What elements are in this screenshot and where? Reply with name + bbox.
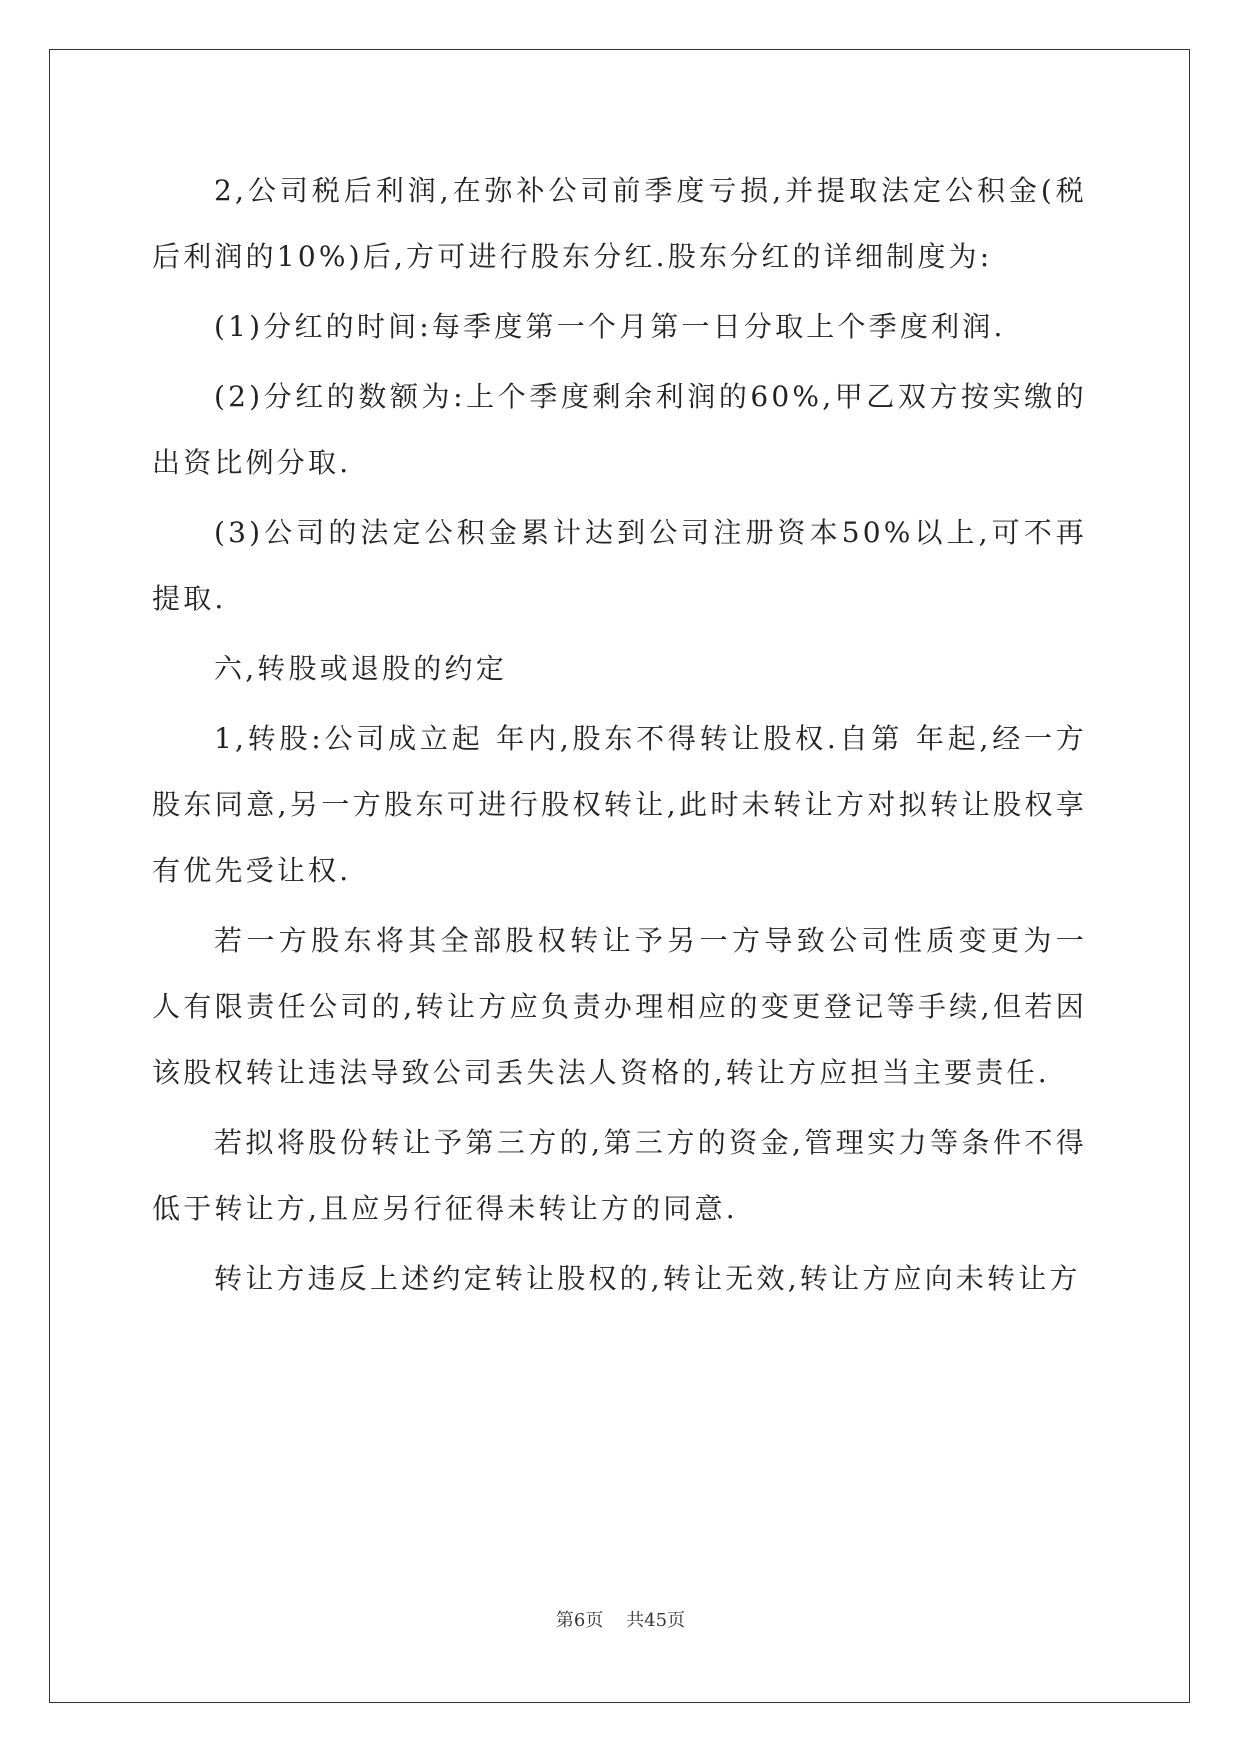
page-number: 第6页: [555, 1610, 604, 1631]
paragraph-dividend-amount: (2)分红的数额为:上个季度剩余利润的60%,甲乙双方按实缴的出资比例分取.: [152, 380, 1087, 479]
paragraph-share-transfer: 1,转股:公司成立起 年内,股东不得转让股权.自第 年起,经一方股东同意,另一方股东可进行股权转让,此时未转让方对拟转让股权享有优先受让权.: [152, 722, 1087, 887]
total-pages: 共45页: [626, 1610, 686, 1631]
section-heading-transfer: 六,转股或退股的约定: [214, 652, 507, 685]
paragraph-profit-distribution: 2,公司税后利润,在弥补公司前季度亏损,并提取法定公积金(税后利润的10%)后,方可进行股东分红.股东分红的详细制度为:: [152, 174, 1087, 273]
paragraph-full-transfer: 若一方股东将其全部股权转让予另一方导致公司性质变更为一人有限责任公司的,转让方应负责办理相应的变更登记等手续,但若因该股权转让违法导致公司丢失法人资格的,转让方应担当主要责任.: [152, 924, 1087, 1089]
paragraph-dividend-time: (1)分红的时间:每季度第一个月第一日分取上个季度利润.: [214, 310, 1006, 343]
paragraph-violation: 转让方违反上述约定转让股权的,转让无效,转让方应向未转让方: [214, 1262, 1081, 1295]
document-body: [152, 158, 1087, 1316]
paragraph-reserve-fund: (3)公司的法定公积金累计达到公司注册资本50%以上,可不再提取.: [152, 516, 1087, 615]
page-footer: [0, 1606, 1241, 1632]
paragraph-third-party: 若拟将股份转让予第三方的,第三方的资金,管理实力等条件不得低于转让方,且应另行征得未转让方的同意.: [152, 1126, 1087, 1225]
